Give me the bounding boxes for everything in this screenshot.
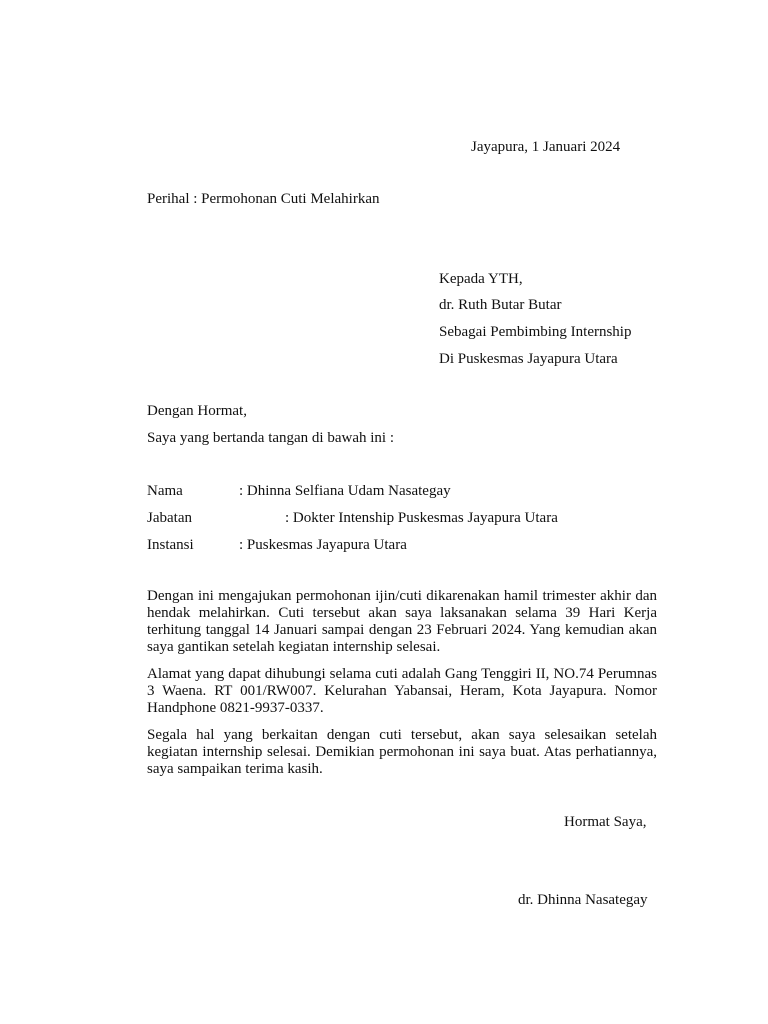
subject-value: Permohonan Cuti Melahirkan	[201, 191, 380, 207]
subject-line	[147, 191, 379, 208]
field-value-nama: : Dhinna Selfiana Udam Nasategay	[239, 483, 451, 499]
greeting: Dengan Hormat,	[147, 403, 247, 419]
recipient-line: Sebagai Pembimbing Internship	[439, 324, 632, 340]
field-label-instansi: Instansi	[147, 537, 194, 553]
recipient-line: dr. Ruth Butar Butar	[439, 297, 562, 313]
recipient-line: Di Puskesmas Jayapura Utara	[439, 351, 618, 367]
place-date: Jayapura, 1 Januari 2024	[471, 139, 621, 155]
recipient-line: Kepada YTH,	[439, 271, 523, 287]
signature-name: dr. Dhinna Nasategay	[518, 892, 648, 908]
body-paragraph-leave-request: Dengan ini mengajukan permohonan ijin/cuti dikarenakan hamil trimester akhir dan hendak melahirkan. Cuti tersebut akan saya laksanakan selama 39 Hari Kerja terhitung tanggal 14 Januari sampai dengan 23 Februari 2024. Yang kemudian akan saya gantikan setelah kegiatan internship selesai.	[147, 588, 657, 655]
body-paragraph-closing: Segala hal yang berkaitan dengan cuti tersebut, akan saya selesaikan setelah kegiatan internship selesai. Demikian permohonan ini saya buat. Atas perhatiannya, saya sampaikan terima kasih.	[147, 727, 657, 777]
subject-label: Perihal	[147, 191, 190, 207]
field-label-jabatan: Jabatan	[147, 510, 192, 526]
field-value-jabatan: : Dokter Intenship Puskesmas Jayapura Utara	[285, 510, 558, 526]
intro-line: Saya yang bertanda tangan di bawah ini :	[147, 430, 395, 446]
body-paragraph-address: Alamat yang dapat dihubungi selama cuti adalah Gang Tenggiri II, NO.74 Perumnas 3 Waena. RT 001/RW007. Kelurahan Yabansai, Heram, Kota Jayapura. Nomor Handphone 0821-9937-0337.	[147, 666, 657, 716]
field-value-instansi: : Puskesmas Jayapura Utara	[239, 537, 407, 553]
subject-separator: :	[193, 191, 198, 207]
closing-salutation: Hormat Saya,	[564, 814, 647, 830]
field-label-nama: Nama	[147, 483, 183, 499]
